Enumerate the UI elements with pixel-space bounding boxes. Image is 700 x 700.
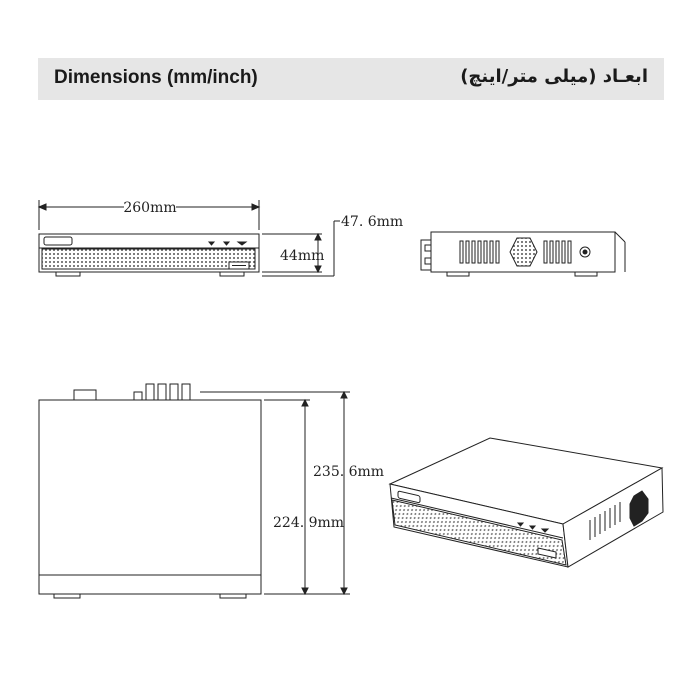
top-bnc-1 [146,384,154,400]
depth-overall-arrow-bottom [341,588,347,594]
top-bnc-4 [182,384,190,400]
side-fan-grille [510,238,537,266]
front-width-arrow-right [252,204,259,210]
front-logo [44,237,72,245]
depth-overall-label: 235. 6mm [313,464,385,480]
front-foot-left [56,272,80,276]
front-led-3 [238,242,246,245]
top-foot-right [220,594,246,598]
depth-body-label: 224. 9mm [273,515,345,531]
side-view [421,232,625,276]
depth-body-arrow-top [302,400,308,406]
front-view [39,200,340,276]
title-persian: ابعـاد (میلی متر/اینچ) [460,66,648,87]
side-screw-center [583,250,587,254]
top-foot-left [54,594,80,598]
front-height-arrow-top [315,234,321,240]
overall-height-label: 47. 6mm [341,214,404,230]
top-view [39,384,350,598]
side-button-top [425,245,431,251]
top-rear-port-vga [74,390,96,400]
front-width-arrow-left [39,204,46,210]
front-led-1 [209,242,214,245]
front-foot-right [220,272,244,276]
front-mesh-grille [42,249,255,269]
isometric-view [390,438,663,567]
top-chassis [39,400,261,594]
title-english: Dimensions (mm/inch) [54,67,258,88]
side-vents-right [544,241,571,263]
front-led-2 [224,242,229,245]
side-button-bottom [425,258,431,264]
front-height-arrow-bottom [315,266,321,272]
side-vents-left [460,241,499,263]
top-rear-connector-1 [134,392,142,400]
front-width-label: 260mm [123,200,177,216]
top-bnc-2 [158,384,166,400]
depth-body-arrow-bottom [302,588,308,594]
side-foot-left [447,272,469,276]
top-bnc-3 [170,384,178,400]
side-edge-top [615,232,625,242]
depth-overall-arrow-top [341,392,347,398]
front-height-label: 44mm [280,248,325,264]
side-foot-right [575,272,597,276]
